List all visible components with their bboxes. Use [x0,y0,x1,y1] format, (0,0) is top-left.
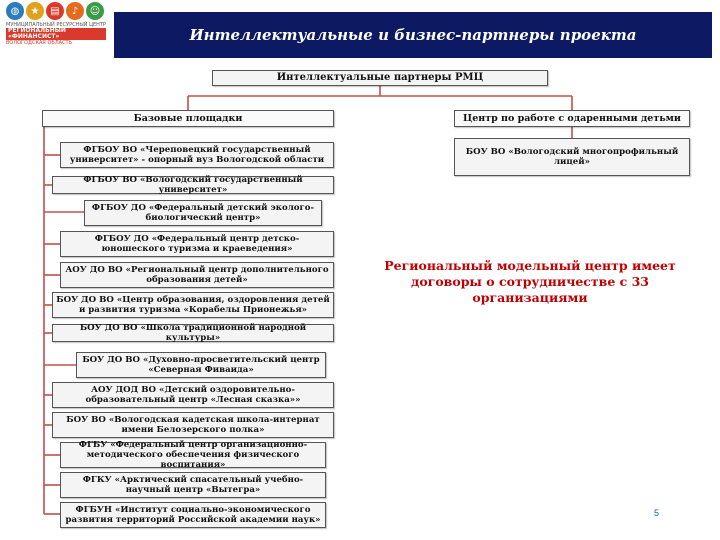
book-icon: ▤ [46,2,64,20]
music-icon: ♪ [66,2,84,20]
left-item-10: БОУ ВО «Вологодская кадетская школа-интернат имени Белозерского полка» [52,412,334,438]
left-item-13: ФГБУН «Институт социально-экономического развития территорий Российской академии наук» [60,502,326,528]
logo-line3: ВОЛОГОДСКАЯ ОБЛАСТЬ [6,40,72,46]
left-item-12: ФГКУ «Арктический спасательный учебно-научный центр «Вытегра» [60,472,326,498]
left-item-4: ФГБОУ ДО «Федеральный центр детско-юношеского туризма и краеведения» [60,231,334,257]
left-item-2: ФГБОУ ВО «Вологодский государственный университет» [52,176,334,194]
left-item-3: ФГБОУ ДО «Федеральный детский эколого-биологический центр» [84,200,322,226]
people-icon: ☺ [86,2,104,20]
logo-line1: МУНИЦИПАЛЬНЫЙ РЕСУРСНЫЙ ЦЕНТР [6,22,106,28]
right-header-node: Центр по работе с одаренными детьми [454,110,690,127]
page-number: 5 [654,508,660,518]
left-item-1: ФГБОУ ВО «Череповецкий государственный университет» - опорный вуз Вологодской области [60,142,334,168]
left-item-11: ФГБУ «Федеральный центр организационно-методического обеспечения физического воспитания» [60,442,326,468]
left-item-6: БОУ ДО ВО «Центр образования, оздоровления детей и развития туризма «Корабелы Прионежья» [52,292,334,318]
left-item-7: БОУ ДО ВО «Школа традиционной народной культуры» [52,324,334,342]
star-icon: ★ [26,2,44,20]
right-item-node: БОУ ВО «Вологодский многопрофильный лицей» [454,138,690,176]
highlight-text: Региональный модельный центр имеет договоры о сотрудничестве с 33 организациями [384,258,676,305]
left-item-8: БОУ ДО ВО «Духовно-просветительский центр «Северная Фиваида» [76,352,326,378]
page-title: Интеллектуальные и бизнес-партнеры проекта [114,12,712,58]
globe-icon: ◍ [6,2,24,20]
root-node: Интеллектуальные партнеры РМЦ [212,70,548,86]
left-item-5: АОУ ДО ВО «Региональный центр дополнительного образования детей» [60,262,334,288]
left-item-9: АОУ ДОД ВО «Детский оздоровительно-образовательный центр «Лесная сказка»» [52,382,334,408]
logo-line2: РЕГИОНАЛЬНЫЙ «ФИНАНСИСТ» [6,28,106,40]
left-header-node: Базовые площадки [42,110,334,127]
